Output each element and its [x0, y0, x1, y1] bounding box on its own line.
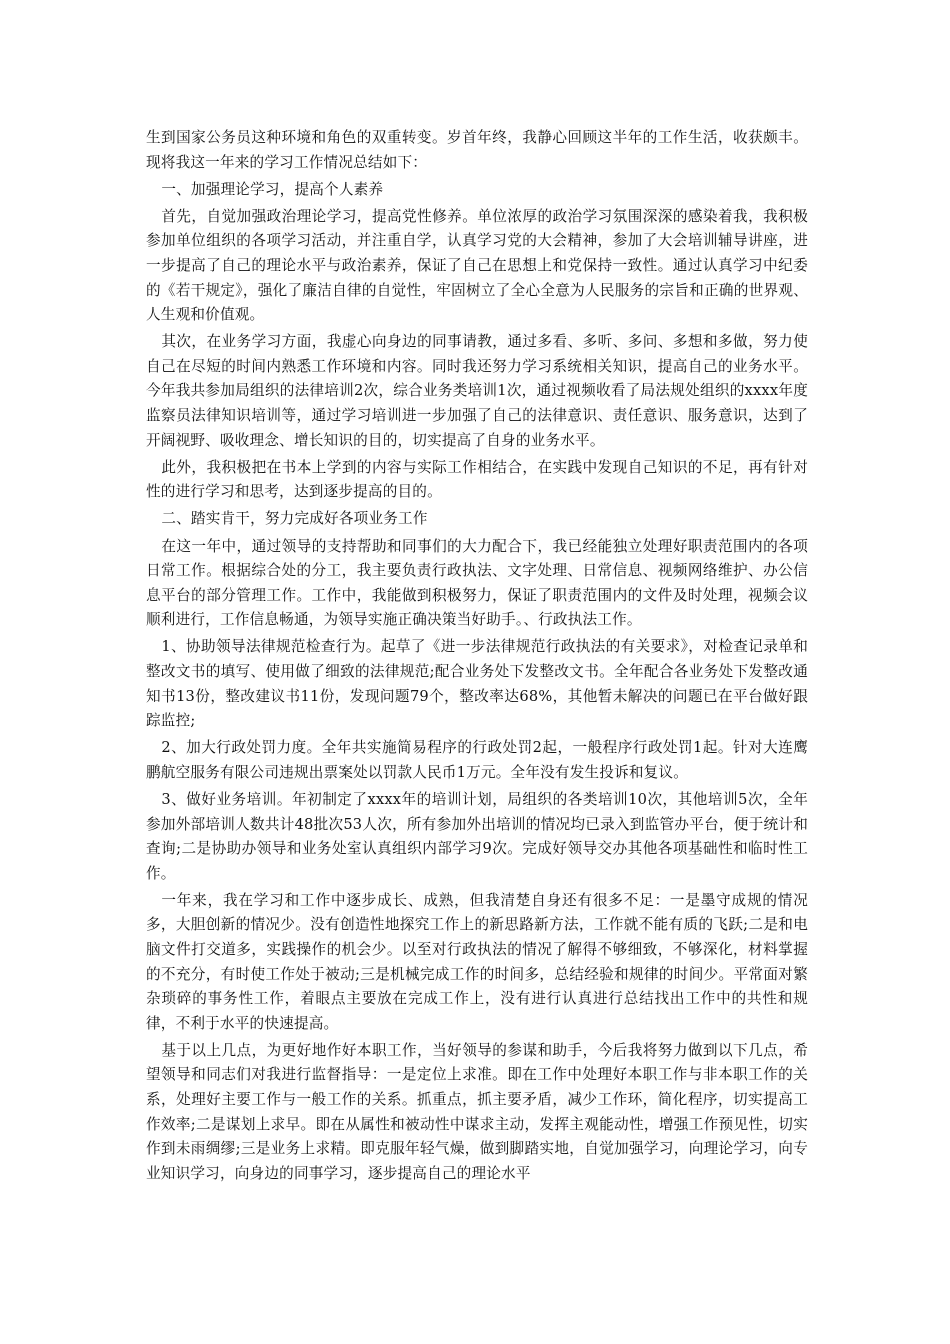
list-item: 3、做好业务培训。年初制定了xxxx年的培训计划，局组织的各类培训10次，其他培训5次，全年参加外部培训人数共计48批次53人次，所有参加外出培训的情况均已录入到监管办平台，便于统计和查询;二是协助办领导和业务处室认真组织内部学习9次。完成好领导交办其他各项基础性和临时性工作。 — [146, 790, 808, 882]
paragraph: 在这一年中，通过领导的支持帮助和同事们的大力配合下，我已经能独立处理好职责范围内的各项日常工作。根据综合处的分工，我主要负责行政执法、文字处理、日常信息、视频网络维护、办公信息平台的部分管理工作。工作中，我能做到积极努力，保证了职责范围内的文件及时处理，视频会议顺利进行，工作信息畅通，为领导实施正确决策当好助手。、行政执法工作。 — [146, 537, 808, 629]
section-heading-2: 二、踏实肯干，努力完成好各项业务工作 — [161, 510, 428, 528]
list-item: 1、协助领导法律规范检查行为。起草了《进一步法律规范行政执法的有关要求》，对检查记录单和整改文书的填写、使用做了细致的法律规范;配合业务处下发整改文书。全年配合各业务处下发整改通知书13份，整改建议书11份，发现问题79个，整改率达68%，其他暂未解决的问题已在平台做好跟踪监控; — [146, 638, 808, 730]
paragraph-intro: 生到国家公务员这种环境和角色的双重转变。岁首年终，我静心回顾这半年的工作生活，收获颇丰。现将我这一年来的学习工作情况总结如下： — [146, 129, 808, 171]
paragraph: 此外，我积极把在书本上学到的内容与实际工作相结合，在实践中发现自己知识的不足，再有针对性的进行学习和思考，达到逐步提高的目的。 — [146, 458, 808, 501]
paragraph: 一年来，我在学习和工作中逐步成长、成熟，但我清楚自身还有很多不足：一是墨守成规的情况多，大胆创新的情况少。没有创造性地探究工作上的新思路新方法，工作就不能有质的飞跃;二是和电脑文件打交道多，实践操作的机会少。以至对行政执法的情况了解得不够细致，不够深化，材料掌握的不充分，有时使工作处于被动;三是机械完成工作的时间多，总结经验和规律的时间少。平常面对繁杂琐碎的事务性工作，着眼点主要放在完成工作上，没有进行认真进行总结找出工作中的共性和规律，不利于水平的快速提高。 — [146, 891, 808, 1032]
paragraph: 首先，自觉加强政治理论学习，提高党性修养。单位浓厚的政治学习氛围深深的感染着我，我积极参加单位组织的各项学习活动，并注重自学，认真学习党的大会精神，参加了大会培训辅导讲座，进一步提高了自己的理论水平与政治素养，保证了自己在思想上和党保持一致性。通过认真学习中纪委的《若干规定》，强化了廉洁自律的自觉性，牢固树立了全心全意为人民服务的宗旨和正确的世界观、人生观和价值观。 — [146, 207, 808, 324]
document-body — [146, 126, 808, 1189]
paragraph: 基于以上几点，为更好地作好本职工作，当好领导的参谋和助手，今后我将努力做到以下几点，希望领导和同志们对我进行监督指导：一是定位上求准。即在工作中处理好本职工作与非本职工作的关系，处理好主要工作与一般工作的关系。抓重点，抓主要矛盾，减少工作环，简化程序，切实提高工作效率;二是谋划上求早。即在从属性和被动性中谋求主动，发挥主观能动性，增强工作预见性，切实作到未雨绸缪;三是业务上求精。即克服年轻气燥，做到脚踏实地，自觉加强学习，向理论学习，向专业知识学习，向身边的同事学习，逐步提高自己的理论水平 — [146, 1041, 808, 1182]
section-heading-1: 一、加强理论学习，提高个人素养 — [161, 180, 384, 198]
list-item: 2、加大行政处罚力度。全年共实施简易程序的行政处罚2起，一般程序行政处罚1起。针对大连鹰鹏航空服务有限公司违规出票案处以罚款人民币1万元。全年没有发生投诉和复议。 — [146, 739, 808, 781]
paragraph: 其次，在业务学习方面，我虚心向身边的同事请教，通过多看、多听、多问、多想和多做，努力使自己在尽短的时间内熟悉工作环境和内容。同时我还努力学习系统相关知识，提高自己的业务水平。今年我共参加局组织的法律培训2次，综合业务类培训1次，通过视频收看了局法规处组织的xxxx年度监察员法律知识培训等，通过学习培训进一步加强了自己的法律意识、责任意识、服务意识，达到了开阔视野、吸收理念、增长知识的目的，切实提高了自身的业务水平。 — [146, 333, 808, 449]
